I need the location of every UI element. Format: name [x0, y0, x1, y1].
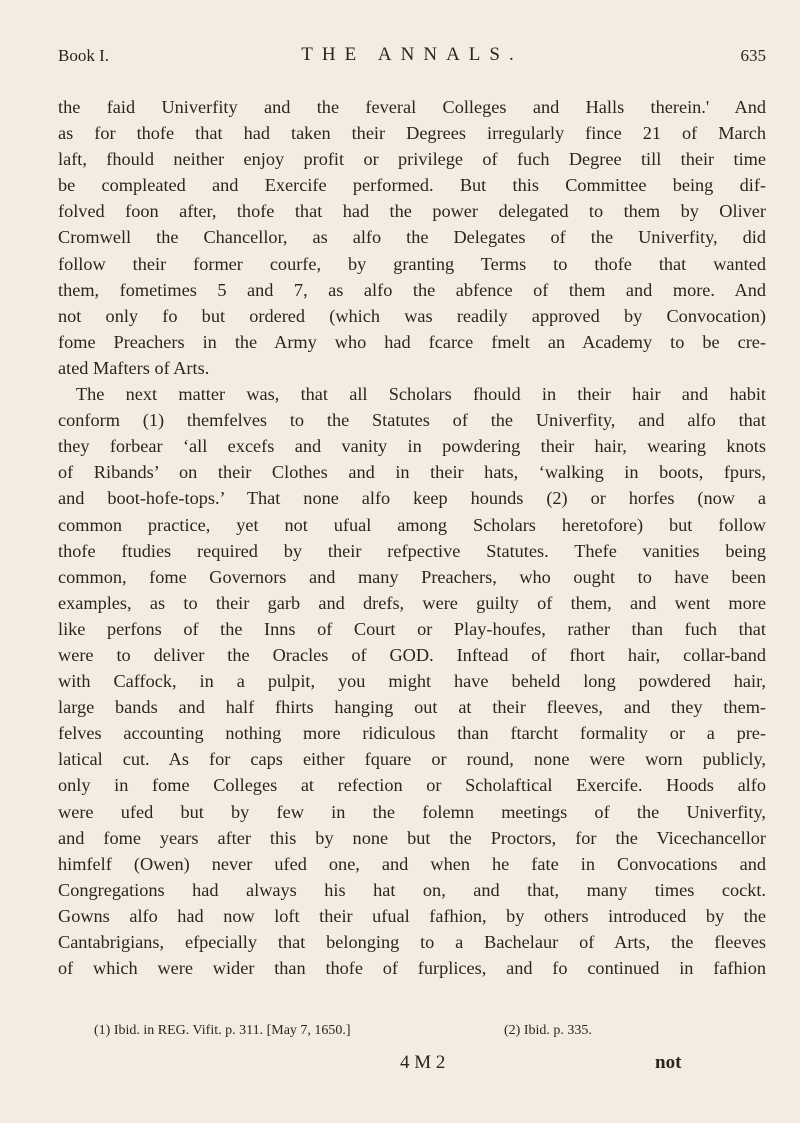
text-line: himfelf (Owen) never ufed one, and when he fate in Convocations and [58, 853, 766, 874]
footnote-2: (2) Ibid. p. 335. [504, 1023, 592, 1038]
text-line: follow their former courfe, by granting Terms to thofe that wanted [58, 253, 766, 274]
book-label: Book I. [58, 46, 109, 65]
page-number: 635 [740, 46, 766, 65]
text-line: with Caffock, in a pulpit, you might have beheld long powdered hair, [58, 671, 766, 692]
text-line: Cantabrigians, efpecially that belonging to a Bachelaur of Arts, the fleeves [58, 932, 766, 952]
text-line: common, fome Governors and many Preachers, who ought to have been [58, 566, 766, 587]
text-line: examples, as to their garb and drefs, were guilty of them, and went more [58, 592, 766, 613]
text-line: not only fo but ordered (which was readily approved by Convocation) [58, 305, 766, 326]
running-head [58, 44, 766, 74]
text-line: ated Mafters of Arts. [58, 357, 210, 378]
text-line: Cromwell the Chancellor, as alfo the Delegates of the Univerfity, did [58, 227, 766, 248]
running-title: THE ANNALS. [301, 44, 523, 65]
text-line: of which were wider than thofe of furplices, and fo continued in fafhion [58, 958, 766, 979]
text-line: conform (1) themfelves to the Statutes of the Univerfity, and alfo that [58, 410, 766, 431]
text-line: felves accounting nothing more ridiculous than ftarcht formality or a pre- [58, 723, 766, 744]
catchword: not [655, 1052, 682, 1073]
text-line: large bands and half fhirts hanging out at their fleeves, and they them- [58, 697, 766, 718]
text-line: common practice, yet not ufual among Scholars heretofore) but follow [58, 514, 766, 535]
text-line: as for thofe that had taken their Degrees irregularly fince 21 of March [58, 123, 766, 144]
text-line: were ufed but by few in the folemn meetings of the Univerfity, [58, 801, 766, 822]
text-line: Congregations had always his hat on, and that, many times cockt. [58, 879, 766, 900]
text-line: The next matter was, that all Scholars fhould in their hair and habit [76, 384, 766, 405]
text-line: laft, fhould neither enjoy profit or privilege of fuch Degree till their time [58, 149, 766, 170]
text-line: like perfons of the Inns of Court or Play-houfes, rather than fuch that [58, 618, 766, 639]
text-line: them, fometimes 5 and 7, as alfo the abfence of them and more. And [58, 279, 766, 300]
footnote-1: (1) Ibid. in REG. Vifit. p. 311. [May 7, 1650.] [94, 1023, 351, 1038]
text-line: only in fome Colleges at refection or Scholaftical Exercife. Hoods alfo [58, 775, 766, 796]
text-line: Gowns alfo had now loft their ufual fafhion, by others introduced by the [58, 905, 766, 926]
text-line: folved foon after, thofe that had the power delegated to them by Oliver [58, 201, 766, 222]
body-text [58, 94, 766, 981]
text-line: thofe ftudies required by their refpective Statutes. Thefe vanities being [58, 540, 766, 561]
text-line: they forbear ‘all excefs and vanity in powdering their hair, wearing knots [58, 436, 766, 457]
text-line: the faid Univerfity and the feveral Colleges and Halls therein.' And [58, 97, 766, 117]
text-line: fome Preachers in the Army who had fcarce fmelt an Academy to be cre- [58, 331, 766, 352]
text-line: were to deliver the Oracles of GOD. Inftead of fhort hair, collar-band [58, 644, 766, 665]
text-line: and fome years after this by none but the Proctors, for the Vicechancellor [58, 827, 766, 848]
text-line: and boot-hofe-tops.’ That none alfo keep hounds (2) or horfes (now a [58, 488, 766, 509]
text-line: latical cut. As for caps either fquare or round, none were worn publicly, [58, 749, 766, 770]
footnotes [94, 1023, 694, 1045]
signature-mark: 4 M 2 [400, 1052, 446, 1073]
text-line: be compleated and Exercife performed. But this Committee being dif- [58, 175, 766, 196]
text-line: of Ribands’ on their Clothes and in their hats, ‘walking in boots, fpurs, [58, 462, 766, 483]
